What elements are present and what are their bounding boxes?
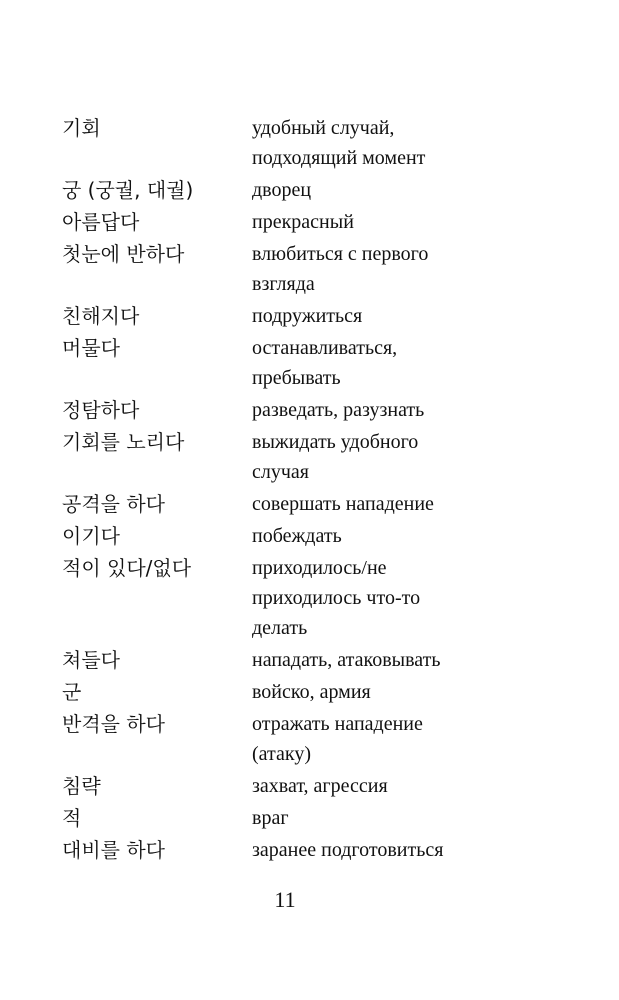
russian-translation: останавливаться, пребывать [252,337,398,389]
korean-word: 궁 (궁궐, 대궐) [62,178,194,202]
russian-translation: захват, агрессия [252,775,388,797]
korean-word: 대비를 하다 [62,838,165,862]
page-number: 11 [274,887,296,912]
vocab-entry [62,645,562,675]
vocab-entry [62,677,562,707]
vocab-entry [62,333,562,393]
vocab-entry [62,803,562,833]
russian-translation: удобный случай, подходящий момент [252,117,426,169]
korean-word: 친해지다 [62,304,140,328]
russian-translation: выжидать удобного случая [252,431,419,483]
russian-translation: прекрасный [252,211,354,233]
korean-word: 정탐하다 [62,398,140,422]
vocab-entry [62,553,562,643]
russian-translation: враг [252,807,289,829]
vocab-entry [62,239,562,299]
vocabulary-list [62,113,562,867]
russian-translation: приходилось/не приходилось что-то делать [252,557,421,639]
korean-word: 적이 있다/없다 [62,556,192,580]
russian-translation: разведать, разузнать [252,399,425,421]
vocab-entry [62,207,562,237]
korean-word: 쳐들다 [62,648,120,672]
vocab-entry [62,489,562,519]
russian-translation: отражать нападение (атаку) [252,713,423,765]
vocab-entry [62,835,562,865]
vocab-entry [62,709,562,769]
russian-translation: нападать, атаковывать [252,649,441,671]
vocab-entry [62,521,562,551]
vocab-entry [62,113,562,173]
korean-word: 침략 [62,774,101,798]
korean-word: 이기다 [62,524,120,548]
russian-translation: побеждать [252,525,342,547]
korean-word: 기회를 노리다 [62,430,185,454]
vocab-entry [62,395,562,425]
korean-word: 반격을 하다 [62,712,165,736]
korean-word: 적 [62,806,82,830]
vocab-entry [62,301,562,331]
korean-word: 군 [62,680,82,704]
vocab-entry [62,427,562,487]
russian-translation: совершать нападение [252,493,434,515]
russian-translation: войско, армия [252,681,371,703]
russian-translation: дворец [252,179,312,201]
korean-word: 공격을 하다 [62,492,165,516]
russian-translation: заранее подготовиться [252,839,444,861]
vocab-entry [62,175,562,205]
korean-word: 기회 [62,116,101,140]
korean-word: 머물다 [62,336,120,360]
korean-word: 첫눈에 반하다 [62,242,185,266]
russian-translation: подружиться [252,305,363,327]
korean-word: 아름답다 [62,210,140,234]
vocab-entry [62,771,562,801]
russian-translation: влюбиться с первого взгляда [252,243,429,295]
